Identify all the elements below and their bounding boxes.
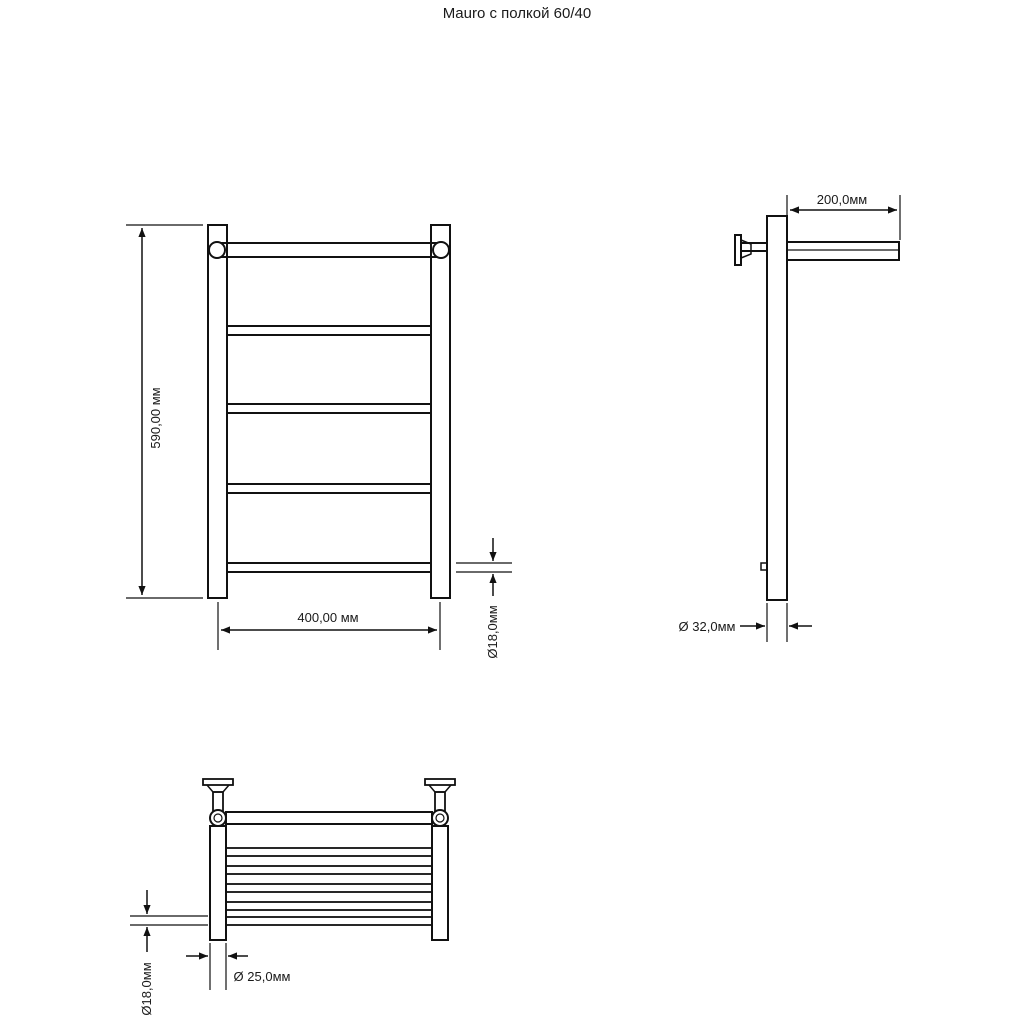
top-right-upright xyxy=(432,826,448,940)
left-upright xyxy=(208,225,227,598)
top-view xyxy=(130,779,455,1016)
side-tube xyxy=(767,216,787,600)
crossbar xyxy=(227,326,431,335)
crossbar xyxy=(227,484,431,493)
right-upright xyxy=(431,225,450,598)
top-rail xyxy=(226,917,432,925)
side-shelf xyxy=(787,242,899,260)
top-left-mount-flange xyxy=(207,785,229,792)
top-shelf-bar xyxy=(226,812,432,824)
top-left-mount-plate xyxy=(203,779,233,785)
top-left-upright xyxy=(210,826,226,940)
bar-diameter-label: Ø18,0мм xyxy=(485,605,500,659)
top-rail xyxy=(226,866,432,874)
top-rail xyxy=(226,902,432,910)
height-label: 590,00 мм xyxy=(148,387,163,449)
top-tube-diameter-label: Ø 25,0мм xyxy=(233,969,291,984)
top-right-mount-nut xyxy=(432,810,448,826)
drawing-title: Mauro с полкой 60/40 xyxy=(442,5,592,22)
crossbar xyxy=(227,563,431,572)
top-bar-left-end xyxy=(209,242,225,258)
front-view xyxy=(126,225,512,659)
side-wall-mount-rod xyxy=(741,243,767,251)
top-rail xyxy=(226,884,432,892)
crossbar xyxy=(227,404,431,413)
top-right-mount-plate xyxy=(425,779,455,785)
top-rail xyxy=(226,848,432,856)
top-right-mount-flange xyxy=(429,785,451,792)
tube-diameter-label: Ø 32,0мм xyxy=(678,619,736,634)
top-bar-right-end xyxy=(433,242,449,258)
top-left-mount-nut xyxy=(210,810,226,826)
top-bar xyxy=(217,243,441,257)
top-bar-diameter-label: Ø18,0мм xyxy=(139,962,154,1016)
side-view xyxy=(679,192,900,642)
width-label: 400,00 мм xyxy=(297,610,359,625)
shelf-depth-label: 200,0мм xyxy=(816,192,868,207)
